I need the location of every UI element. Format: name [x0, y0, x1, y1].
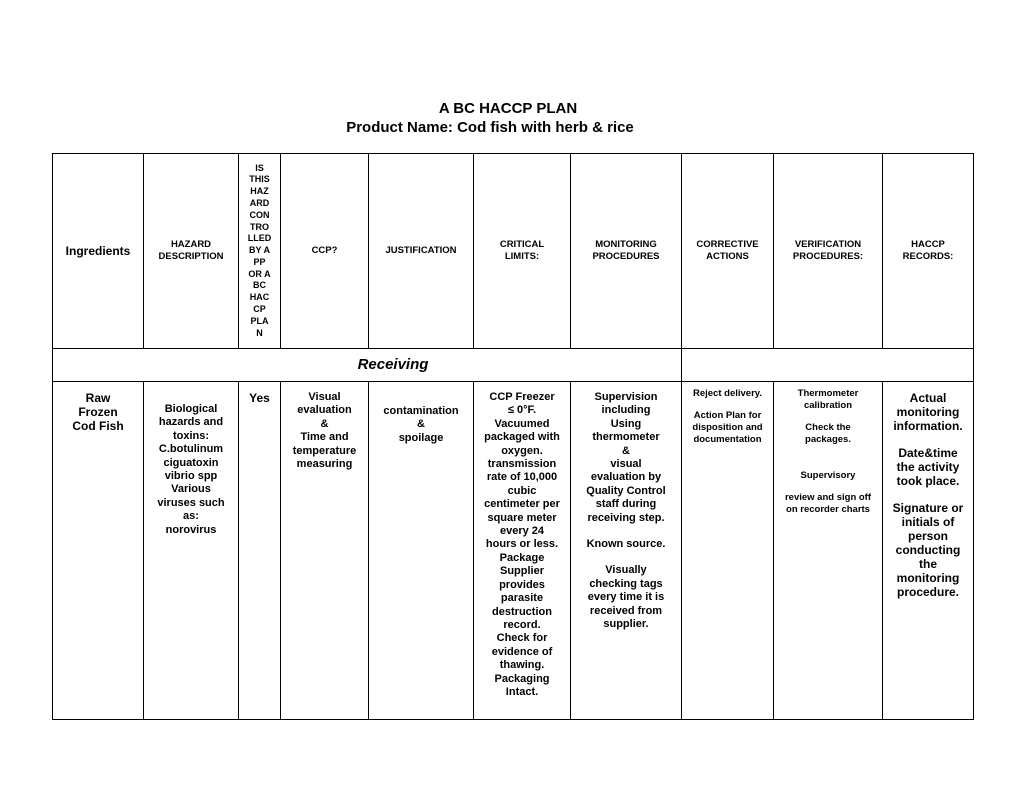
col-ccp-label: CCP? — [311, 245, 338, 256]
col-corrective-label — [682, 239, 773, 263]
text-line: Supplier — [499, 565, 544, 578]
text-line: CCP Freezer — [489, 391, 555, 403]
col-corrective-header — [682, 154, 774, 349]
text-line: received from — [589, 604, 663, 617]
col-hazard-description-header — [144, 154, 239, 349]
text-line: packages. — [805, 434, 851, 445]
text-line: thawing. — [499, 659, 545, 672]
text-line: & — [417, 418, 425, 431]
text-line: Check for — [496, 632, 548, 645]
text-line: PP — [253, 256, 266, 267]
text-line: Actual — [909, 391, 947, 405]
text-line: DESCRIPTION — [158, 251, 224, 262]
text-line: ARD — [249, 197, 270, 208]
text-line: monitoring — [896, 571, 960, 585]
text-line: HAZARD — [170, 239, 212, 250]
records-text-2 — [883, 446, 973, 488]
text-line: Signature or — [892, 501, 964, 515]
text-line: OR A — [248, 268, 271, 279]
header-row — [53, 154, 974, 349]
text-line: rate of 10,000 — [486, 471, 558, 484]
text-line: BC — [253, 280, 266, 291]
text-line: Supervisory — [800, 470, 856, 481]
text-line: visual — [610, 458, 642, 471]
text-line: documentation — [693, 434, 762, 445]
text-line: Using — [610, 417, 642, 430]
text-line: Biological — [164, 403, 218, 415]
text-line: Vacuumed — [494, 417, 550, 430]
col-records-label — [883, 239, 973, 263]
text-line: BY A — [248, 245, 270, 256]
col-ingredients-label: Ingredients — [65, 244, 131, 258]
text-line: parasite — [500, 592, 544, 605]
hazard-description-text — [144, 403, 238, 537]
verification-text-2 — [774, 422, 882, 446]
text-line: hours or less. — [485, 538, 559, 551]
text-line: PROCEDURES: — [792, 251, 864, 262]
text-line: ciguatoxin — [163, 456, 219, 469]
text-line: viruses such — [157, 496, 225, 509]
monitoring-text-2 — [571, 538, 681, 551]
verification-text-3 — [774, 470, 882, 482]
text-line: oxygen. — [501, 444, 543, 457]
col-justification-label: JUSTIFICATION — [385, 245, 457, 256]
text-line: PLA — [250, 315, 269, 326]
text-line: initials of — [901, 515, 955, 529]
text-line: Thermometer — [797, 388, 859, 399]
text-line: CRITICAL — [499, 239, 545, 250]
text-line: hazards and — [158, 416, 224, 429]
col-justification-header — [369, 154, 474, 349]
text-line: LLED — [247, 233, 272, 244]
text-line: contamination — [383, 405, 459, 417]
col-hazard-controlled-label — [239, 163, 280, 340]
text-line: spoilage — [398, 431, 444, 444]
text-line: monitoring — [896, 405, 960, 419]
corrective-text-1 — [682, 388, 773, 400]
text-line: Frozen — [78, 405, 118, 419]
section-row — [53, 349, 974, 382]
hazard-controlled-text: Yes — [249, 391, 270, 405]
text-line: the activity — [896, 460, 960, 474]
text-line: conducting — [895, 543, 961, 557]
cell-monitoring — [571, 382, 682, 720]
text-line: record. — [503, 618, 541, 631]
col-verification-header — [774, 154, 883, 349]
text-line: Date&time — [898, 446, 958, 460]
ingredients-text — [53, 391, 143, 433]
text-line: square meter — [487, 511, 557, 524]
cell-justification — [369, 382, 474, 720]
text-line: calibration — [803, 400, 853, 411]
cell-ccp — [281, 382, 369, 720]
text-line: IS — [255, 162, 264, 173]
monitoring-text-3 — [571, 564, 681, 631]
text-line: norovirus — [165, 523, 217, 536]
text-line: LIMITS: — [504, 251, 540, 262]
col-ingredients-header — [53, 154, 144, 349]
text-line: Cod Fish — [72, 419, 124, 433]
text-line: CON — [249, 209, 270, 220]
text-line: person — [907, 529, 948, 543]
text-line: Supervision — [594, 391, 658, 403]
section-empty-cell — [682, 349, 974, 382]
text-line: every 24 — [499, 525, 545, 538]
text-line: cubic — [507, 484, 537, 497]
text-line: PROCEDURES — [592, 251, 660, 262]
text-line: measuring — [296, 458, 353, 471]
text-line: Visual — [308, 391, 341, 403]
text-line: temperature — [292, 444, 357, 457]
text-line: destruction — [492, 605, 552, 618]
cell-ingredients — [53, 382, 144, 720]
text-line: staff during — [595, 498, 657, 511]
text-line: centimeter per — [484, 498, 560, 511]
text-line: Various — [171, 483, 211, 496]
text-line: procedure. — [896, 585, 959, 599]
text-line: vibrio spp — [164, 470, 218, 483]
col-records-header — [883, 154, 974, 349]
text-line: C.botulinum — [158, 443, 224, 456]
text-line: Action Plan for — [693, 410, 762, 421]
cell-verification — [774, 382, 883, 720]
text-line: Known source. — [586, 538, 666, 551]
records-text-1 — [883, 391, 973, 433]
section-label: Receiving — [357, 356, 429, 373]
col-ccp-header — [281, 154, 369, 349]
text-line: ≤ 0°F. — [507, 404, 537, 417]
product-name: Product Name: Cod fish with herb & rice — [346, 119, 634, 136]
text-line: & — [320, 417, 329, 430]
text-line: supplier. — [603, 618, 649, 631]
cell-hazard-controlled — [239, 382, 281, 720]
text-line: thermometer — [592, 431, 660, 444]
col-hazard-description-label — [144, 239, 238, 263]
text-line: on recorder charts — [786, 504, 870, 515]
text-line: Quality Control — [586, 484, 666, 497]
cell-hazard-description — [144, 382, 239, 720]
text-line: took place. — [896, 474, 960, 488]
text-line: Package — [499, 551, 545, 564]
table-row — [53, 382, 974, 720]
col-verification-label — [774, 239, 882, 263]
cell-critical-limits — [474, 382, 571, 720]
text-line: evaluation by — [590, 471, 662, 484]
text-line: HAC — [249, 292, 270, 303]
text-line: packaged with — [484, 431, 560, 444]
text-line: Raw — [85, 391, 111, 405]
text-line: information. — [893, 419, 963, 433]
cell-records — [883, 382, 974, 720]
text-line: RECORDS: — [902, 251, 954, 262]
text-line: evidence of — [491, 645, 553, 658]
text-line: Packaging — [494, 672, 550, 685]
text-line: Time and — [300, 431, 349, 444]
text-line: HAZ — [250, 186, 269, 197]
text-line: provides — [499, 578, 545, 591]
text-line: MONITORING — [595, 239, 657, 250]
text-line: Reject delivery. — [692, 388, 762, 399]
text-line: as: — [183, 510, 199, 523]
col-monitoring-header — [571, 154, 682, 349]
justification-text — [369, 405, 473, 445]
text-line: toxins: — [172, 429, 210, 442]
text-line: evaluation — [297, 404, 352, 417]
text-line: including — [601, 404, 651, 417]
plan-title: A BC HACCP PLAN — [438, 100, 578, 117]
col-monitoring-label — [571, 239, 681, 263]
col-hazard-controlled-header — [239, 154, 281, 349]
text-line: receiving step. — [587, 511, 665, 524]
verification-text-1 — [774, 388, 882, 412]
ccp-text — [281, 391, 368, 471]
records-text-3 — [883, 501, 973, 599]
section-cell — [53, 349, 682, 382]
corrective-text-2 — [682, 410, 773, 446]
cell-corrective — [682, 382, 774, 720]
text-line: Visually — [605, 564, 647, 577]
text-line: Check the — [805, 422, 851, 433]
text-line: CP — [253, 304, 266, 315]
text-line: CORRECTIVE — [696, 239, 759, 250]
text-line: review and sign off — [784, 492, 872, 503]
text-line: ACTIONS — [706, 251, 749, 262]
col-critical-limits-header — [474, 154, 571, 349]
text-line: N — [256, 327, 263, 338]
text-line: the — [919, 557, 937, 571]
text-line: & — [622, 444, 630, 457]
text-line: VERIFICATION — [794, 239, 862, 250]
monitoring-text-1 — [571, 391, 681, 525]
text-line: Intact. — [505, 685, 539, 698]
verification-text-4 — [774, 492, 882, 516]
text-line: disposition and — [692, 422, 763, 433]
text-line: THIS — [249, 174, 270, 185]
haccp-plan-table — [52, 153, 974, 720]
text-line: TRO — [250, 221, 269, 232]
text-line: transmission — [487, 458, 557, 471]
text-line: HACCP — [911, 239, 945, 250]
critical-limits-text — [474, 391, 570, 699]
col-critical-limits-label — [474, 239, 570, 263]
text-line: every time it is — [587, 591, 665, 604]
text-line: checking tags — [589, 577, 663, 590]
